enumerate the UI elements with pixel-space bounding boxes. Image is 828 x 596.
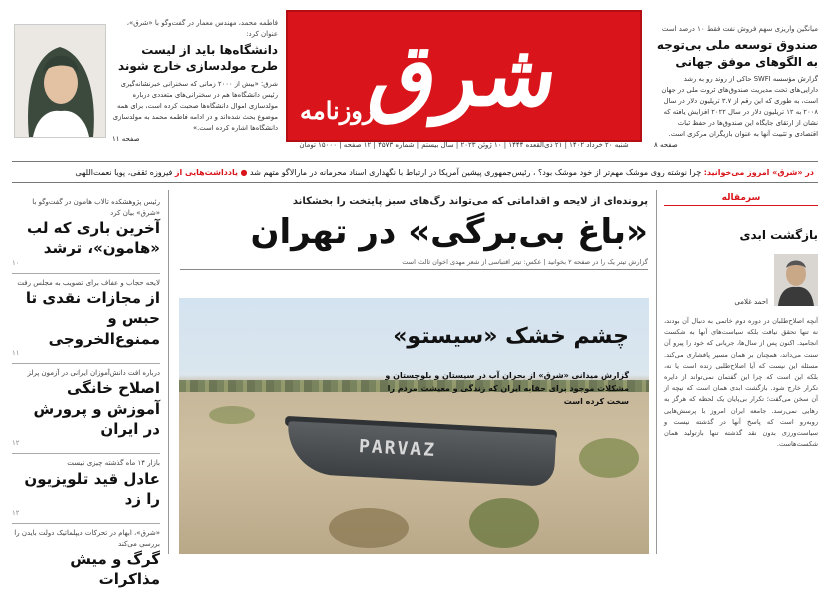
editorial-headline[interactable]: بازگشت ابدی xyxy=(739,228,818,242)
author-box xyxy=(664,254,818,306)
story-body: گزارش مؤسسه SWFI حاکی از روند رو به رشد دارایی‌های تحت مدیریت صندوق‌های ثروت ملی در جهان است، به طوری که این رقم از ۳.۷ تریلیون دلار در سال ۲۰۰۸ به ۱۲ تریلیون دلار در سال ۲۰۲۲ افزایش یافته که نشان از ارتقای جایگاه این صندوق‌ها در حفظ ثبات اقتصادی و تثبیت آنها به عنوان بازیگران مرکزی است. xyxy=(661,75,818,138)
ticker-label: در «شرق» امروز می‌خوانید: xyxy=(703,168,814,177)
photo-title: چشم خشک «سیستو» xyxy=(393,324,629,349)
story-byline: فاطمه محمد، مهندس معمار در گفت‌وگو با «شرق»، عنوان کرد: xyxy=(126,19,278,38)
story-headline[interactable]: دانشگاه‌ها باید از لیست طرح مولدسازی خارج شوند xyxy=(117,42,278,74)
author-name: احمد غلامی xyxy=(734,298,768,306)
editorial-column xyxy=(664,193,818,450)
lead-photo xyxy=(179,298,649,554)
column-divider xyxy=(168,190,169,554)
ticker-label-2: یادداشت‌هایی از xyxy=(174,168,238,177)
news-page: ۱۰ xyxy=(12,258,20,267)
news-headline: آخرین باری که لب «هامون»، ترشد xyxy=(26,219,160,258)
main-story[interactable] xyxy=(180,196,648,270)
news-page: ۱۲ xyxy=(12,509,20,517)
author-photo xyxy=(774,254,818,306)
story-headline[interactable]: صندوق توسعه ملی بی‌توجه به الگوهای موفق جهانی xyxy=(656,37,818,69)
news-kicker: درباره افت دانش‌آموزان ایرانی در آزمون پرلز xyxy=(27,368,160,377)
news-page: ۱۱ xyxy=(12,348,20,357)
portrait-photo xyxy=(14,24,106,138)
main-headline: «باغ بی‌برگی» در تهران xyxy=(250,212,648,252)
news-kicker: رئیس پژوهشکده تالاب هامون در گفت‌وگو با «شرق» بیان کرد xyxy=(32,198,160,217)
shrub xyxy=(579,438,639,478)
boat-name: PARVAZ xyxy=(358,435,437,462)
news-item[interactable] xyxy=(12,454,160,524)
main-kicker: پرونده‌ای از لایحه و اقداماتی که می‌تواند رگ‌های سبز پایتخت را بخشکاند xyxy=(292,196,648,207)
logo-subtitle: روزنامه xyxy=(300,96,375,125)
news-kicker: «شرق»، ابهام در تحرکات دیپلماتیک دولت بایدن را بررسی می‌کند xyxy=(14,529,160,548)
left-news-column xyxy=(12,193,160,596)
ticker-separator-icon: ● xyxy=(240,168,248,177)
news-page: ۱۲ xyxy=(12,439,20,447)
shrub xyxy=(329,508,409,548)
news-item[interactable] xyxy=(12,274,160,364)
news-item[interactable] xyxy=(12,193,160,274)
story-body: شرق: «بیش از ۲۰۰۰ زمانی که سخنرانی خبرنشانه‌گیری رئیس دانشگاه‌ها هم در سخنرانی‌های متعددی درباره مولدسازی اموال دانشگاه‌ها صحبت کرده است، برای همه موضوع بحث شده‌اند و در ادامه فاطمه محمد به مولدسازی دانشگاه‌ها اشاره کرده است.» xyxy=(112,80,278,132)
news-headline: گرگ و میش مذاکرات xyxy=(70,550,160,589)
ticker-text: چرا نوشته روی موشک مهم‌تر از خود موشک بود؟ ، رئیس‌جمهوری پیشین آمریکا در ارتباط با نگهداری اسناد محرمانه در مارالاگو متهم شد xyxy=(250,168,702,177)
portrait-image xyxy=(15,25,105,137)
news-headline: اصلاح خانگی آموزش و پرورش در ایران xyxy=(33,379,160,438)
shrub xyxy=(209,406,255,424)
news-kicker: لایحه حجاب و عفاف برای تصویب به مجلس رفت xyxy=(17,278,160,287)
issue-meta-line: شنبه ۲۰ خرداد ۱۴۰۲ | ۲۱ ذی‌القعده ۱۴۴۴ | ۱۰ ژوئن ۲۰۲۳ | سال بیستم | شماره ۴۵۷۳ | ۱۲ صفحه | ۱۵۰۰۰ تومان xyxy=(299,141,629,149)
news-item[interactable] xyxy=(12,364,160,454)
story-page-ref: صفحه ۱۱ xyxy=(112,134,140,143)
story-page-ref: صفحه ۸ xyxy=(654,140,678,149)
main-caption-line: گزارش تیتر یک را در صفحه ۲ بخوانید | عکس: تیتر اقتباسی از شعر مهدی اخوان ثالث است xyxy=(180,258,648,270)
news-item[interactable] xyxy=(12,524,160,596)
news-headline: عادل قید تلویزیون را زد xyxy=(24,469,160,508)
column-divider xyxy=(656,190,657,554)
photo-caption: گزارش میدانی «شرق» از بحران آب در سیستان و بلوچستان و مشکلات موجود برای حقابه ایران که زندگی و معیشت مردم را سخت کرده است xyxy=(385,371,629,406)
today-ticker xyxy=(12,161,818,183)
shrub xyxy=(469,498,539,548)
news-kicker: بازار ۱۴ ماه گذشته چیزی نیست xyxy=(67,459,160,467)
logo-text: شرق xyxy=(363,25,565,126)
news-headline: از مجازات نقدی تا حبس و ممنوع‌الخروجی xyxy=(25,289,160,348)
story-kicker: میانگین واریزی سهم فروش نفت فقط ۱۰ درصد است xyxy=(661,25,818,33)
editorial-body: آنچه اصلاح‌طلبان در دوره دوم خاتمی به دنبال آن بودند، نه تنها تحقق نیافت بلکه سیاست‌های آنها به شکست انجامید. اکنون پس از سال‌ها، جریانی که خود را پیرو آن سنت می‌داند، همچنان بر همان مسیر پافشاری می‌کند. مسئله این نیست که آیا اصلاح‌طلبی زنده است یا نه، بلکه این است که چرا این گفتمان نمی‌تواند از دایره تکرار خارج شود. بازگشت ابدی همان است که نیچه از آن سخن می‌گفت؛ تکرار بی‌پایان یک لحظه که هرگز به رهایی نمی‌رسد. جامعه ایران امروز با پرسش‌هایی روبه‌رو است که پاسخ آنها در گذشته نیست و سیاست‌ورزی بدون نقد گذشته تنها بازتولید همان شکست‌هاست. xyxy=(664,317,818,449)
section-label: سرمقاله xyxy=(664,193,818,206)
ticker-text-2: فیروزه ثقفی، پویا نعمت‌اللهی xyxy=(75,168,173,177)
